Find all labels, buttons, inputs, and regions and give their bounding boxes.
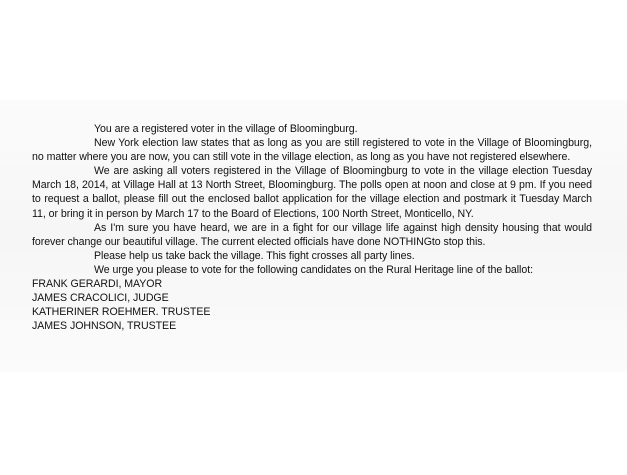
paragraph-take-back: Please help us take back the village. This fight crosses all party lines. bbox=[94, 249, 415, 262]
letter-body bbox=[32, 122, 592, 333]
paragraph-urge: We urge you please to vote for the following candidates on the Rural Heritage line of the ballot: bbox=[94, 263, 533, 276]
paragraph-vote-request: We are asking all voters registered in the Village of Bloomingburg to vote in the village election Tuesday March 18, 2014, at Village Hall at 13 North Street, Bloomingburg. The polls open at noon and close at 9 pm. If you need to request a ballot, please fill out the enclosed ballot application for the village election and postmark it Tuesday March 11, or bring it in person by March 17 to the Board of Elections, 100 North Street, Monticello, NY. bbox=[32, 165, 592, 220]
candidate-trustee-2: JAMES JOHNSON, TRUSTEE bbox=[32, 320, 177, 333]
candidate-trustee-1: KATHERINER ROEHMER. TRUSTEE bbox=[32, 306, 211, 319]
paragraph-registered-voter: You are a registered voter in the village of Bloomingburg. bbox=[94, 123, 358, 135]
paragraph-fight: As I'm sure you have heard, we are in a fight for our village life against high density housing that would forever change our beautiful village. The current elected officials have done NOTHINGto stop this. bbox=[32, 221, 592, 248]
candidate-judge: JAMES CRACOLICI, JUDGE bbox=[32, 292, 169, 305]
paragraph-election-law: New York election law states that as long as you are still registered to vote in the Village of Bloomingburg, no matter where you are now, you can still vote in the village election, as long as you have not registered elsewhere. bbox=[32, 137, 592, 164]
candidate-mayor: FRANK GERARDI, MAYOR bbox=[32, 278, 163, 291]
